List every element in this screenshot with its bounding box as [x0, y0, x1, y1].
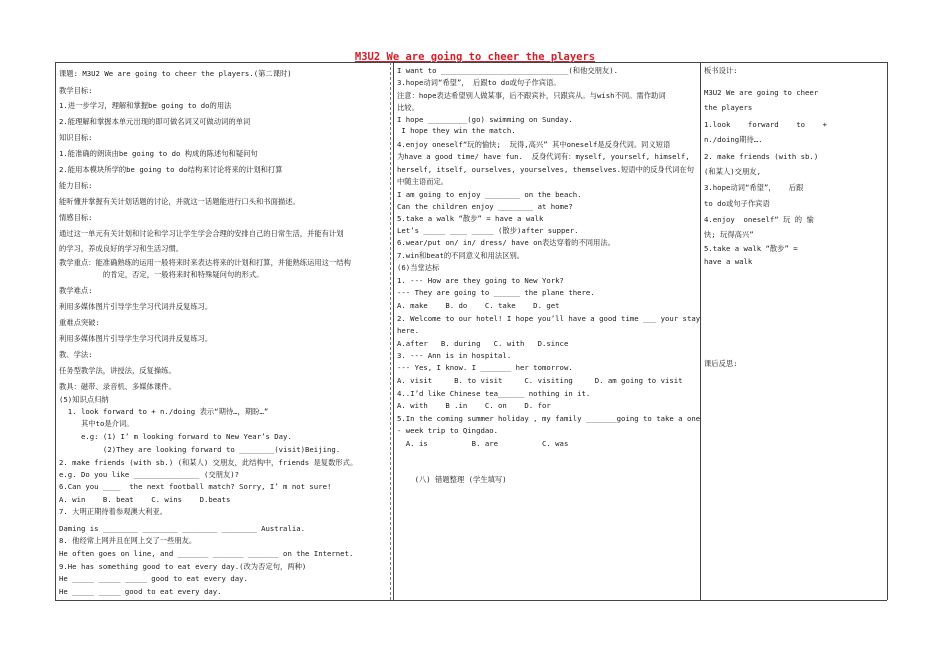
text-line: (2)They are looking forward to ________(visit)Beijing.	[59, 445, 341, 454]
text-line: e.g. Do you like _______________ (交朋友)?	[59, 470, 240, 479]
text-line: (6)当堂达标	[397, 263, 440, 272]
text-line: 4.enjoy oneself“ 玩 的 愉	[704, 215, 814, 224]
text-line: 6.Can you ____ the next football match? Sorry, I’ m not sure!	[59, 482, 332, 491]
text-line: 教学重点：能准确熟练的运用一般将来时来表达将来的计划和打算，并能熟练运用这一结构	[59, 258, 351, 267]
text-line: 教学难点:	[59, 286, 93, 295]
text-line: 2. Welcome to our hotel! I hope you’ll have a good time ___ your stay	[397, 314, 701, 323]
text-line: Daming is ________ ________ ________ ________ Australia.	[59, 524, 306, 533]
text-line: 1. look forward to + n./doing 表示“期待…，期盼…”	[59, 407, 269, 416]
middle-column-divider	[393, 62, 394, 600]
text-line: 3.hope动词“希望”， 后跟	[704, 183, 804, 192]
text-line: the players	[704, 103, 753, 112]
text-line: 的肯定，否定，一般将来时和特殊疑问句的形式。	[59, 270, 264, 279]
text-line: n./doing期待….	[704, 135, 763, 144]
text-line: (5)知识点归纳	[59, 395, 109, 404]
text-line: 板书设计:	[704, 66, 738, 75]
text-line: 9.He has something good to eat every day.(改为否定句，两种)	[59, 562, 307, 571]
text-line: 利用多媒体图片引导学生学习代词并反复练习。	[59, 302, 213, 311]
text-line: 7. 大明正期待着参观澳大利亚。	[59, 507, 168, 516]
text-line: 教学目标:	[59, 86, 93, 95]
text-line: 教、学法:	[59, 350, 93, 359]
right-border	[887, 62, 888, 600]
text-line: A.after B. during C. with D.since	[397, 339, 569, 348]
text-line: e.g: (1) I’ m looking forward to New Year’s Day.	[59, 432, 292, 441]
text-line: 6.wear/put on/ in/ dress/ have on表达穿着的不同用法。	[397, 238, 615, 247]
text-line: 5.take a walk “散步” = have a walk	[397, 214, 544, 223]
text-line: Can the children enjoy ________ at home?	[397, 202, 573, 211]
text-line: 能力目标:	[59, 181, 93, 190]
text-line: (八) 错题整理 (学生填写)	[397, 475, 507, 484]
text-line: 注意：hope表达希望别人做某事，后不跟宾补，只跟宾从。与wish不同。需作助词	[397, 91, 666, 100]
text-line: 的学习，养成良好的学习和生活习惯。	[59, 244, 184, 253]
text-line: 比较。	[397, 103, 419, 112]
text-line: have a walk	[704, 257, 753, 266]
text-line: 利用多媒体图片引导学生学习代词并反复练习。	[59, 334, 213, 343]
right-column-divider	[700, 62, 701, 600]
text-line: Let’s _____ ____ _____ (散步)after supper.	[397, 226, 579, 235]
top-border	[55, 62, 887, 63]
text-line: I hope _________(go) swimming on Sunday.	[397, 115, 573, 124]
text-line: 课题: M3U2 We are going to cheer the players.(第二课时)	[59, 69, 292, 78]
text-line: 重难点突破:	[59, 318, 100, 327]
text-line: I hope they win the match.	[397, 126, 516, 135]
text-line: He often goes on line, and _______ _______ _______ on the Internet.	[59, 549, 354, 558]
document-title: M3U2 We are going to cheer the players	[354, 51, 596, 63]
text-line: A. is B. are C. was	[397, 439, 569, 448]
text-line: I am going to enjoy ________ on the beach.	[397, 190, 582, 199]
text-line: --- They are going to ______ the plane there.	[397, 288, 595, 297]
text-line: A. visit B. to visit C. visiting D. am going to visit	[397, 376, 683, 385]
text-line: 教具：磁带、录音机、多媒体课件。	[59, 382, 176, 391]
text-line: 2.能用本模块所学的be going to do结构来讨论将来的计划和打算	[59, 165, 283, 174]
text-line: herself, itself, ourselves, yourselves, themselves.短语中的反身代词在句	[397, 165, 695, 174]
left-border	[55, 62, 56, 600]
text-line: He _____ _____ _____ good to eat every day.	[59, 574, 248, 583]
text-line: A. win B. beat C. wins D.beats	[59, 495, 231, 504]
text-line: 1.进一步学习，理解和掌握be going to do的用法	[59, 101, 232, 110]
text-line: 通过这一单元有关计划和讨论和学习让学生学会合理的安排自己的日常生活，并能有计划	[59, 229, 344, 238]
text-line: 中随主语而定。	[397, 177, 449, 186]
text-line: He _____ _____ good to eat every day.	[59, 587, 222, 596]
text-line: 情感目标:	[59, 213, 93, 222]
text-line: 5.take a walk “散步” =	[704, 244, 798, 253]
text-line: I want to _____________________________(和他交朋友).	[397, 66, 618, 75]
text-line: M3U2 We are going to cheer	[704, 88, 819, 97]
text-line: 为have a good time/ have fun. 反身代词有：myself, yourself, himself,	[397, 152, 690, 161]
text-line: --- Yes, I know. I _______ her tomorrow.	[397, 363, 573, 372]
text-line: 1.look forward to +	[704, 120, 828, 129]
text-line: 其中to是介词。	[59, 419, 134, 428]
text-line: 快; 玩得高兴”	[704, 230, 754, 239]
text-line: A. with B .in C. on D. for	[397, 401, 551, 410]
bottom-border	[55, 600, 887, 601]
reflection-label: 课后反思:	[704, 359, 738, 368]
text-line: here.	[397, 326, 419, 335]
text-line: - week trip to Qingdao.	[397, 426, 499, 435]
text-line: 4..I’d like Chinese tea______ nothing in it.	[397, 389, 591, 398]
text-line: (和某人)交朋友,	[704, 167, 761, 176]
text-line: 8. 他经常上网并且在网上交了一些朋友。	[59, 536, 197, 545]
text-line: to do或句子作宾语	[704, 199, 770, 208]
text-line: 4.enjoy oneself“玩的愉快; 玩得,高兴” 其中oneself是反身代词。同义短语	[397, 140, 671, 149]
text-line: 5.In the coming summer holiday , my family _______going to take a one	[397, 414, 701, 423]
text-line: 2. make friends (with sb.) (和某人) 交朋友，此结构中，friends 是复数形式。	[59, 458, 358, 467]
text-line: 1.能准确的朗读由be going to do 构成的陈述句和疑问句	[59, 149, 258, 158]
text-line: A. make B. do C. take D. get	[397, 301, 560, 310]
text-line: 知识目标:	[59, 133, 93, 142]
text-line: 2. make friends (with sb.)	[704, 152, 819, 161]
text-line: 1. --- How are they going to New York?	[397, 276, 564, 285]
text-line: 2.能理解和掌握本单元出现的即可做名词又可做动词的单词	[59, 117, 251, 126]
text-line: 能听懂并掌握有关计划话题的讨论，并就这一话题能进行口头和书面描述。	[59, 197, 300, 206]
text-line: 7.win和beat的不同意义和用法区别。	[397, 251, 525, 260]
text-line: 3. --- Ann is in hospital.	[397, 351, 512, 360]
center-dashed-line	[390, 62, 391, 600]
text-line: 3.hope动词“希望”， 后跟to do或句子作宾语。	[397, 78, 561, 87]
text-line: 任务型教学法，讲授法，反复操练。	[59, 366, 176, 375]
